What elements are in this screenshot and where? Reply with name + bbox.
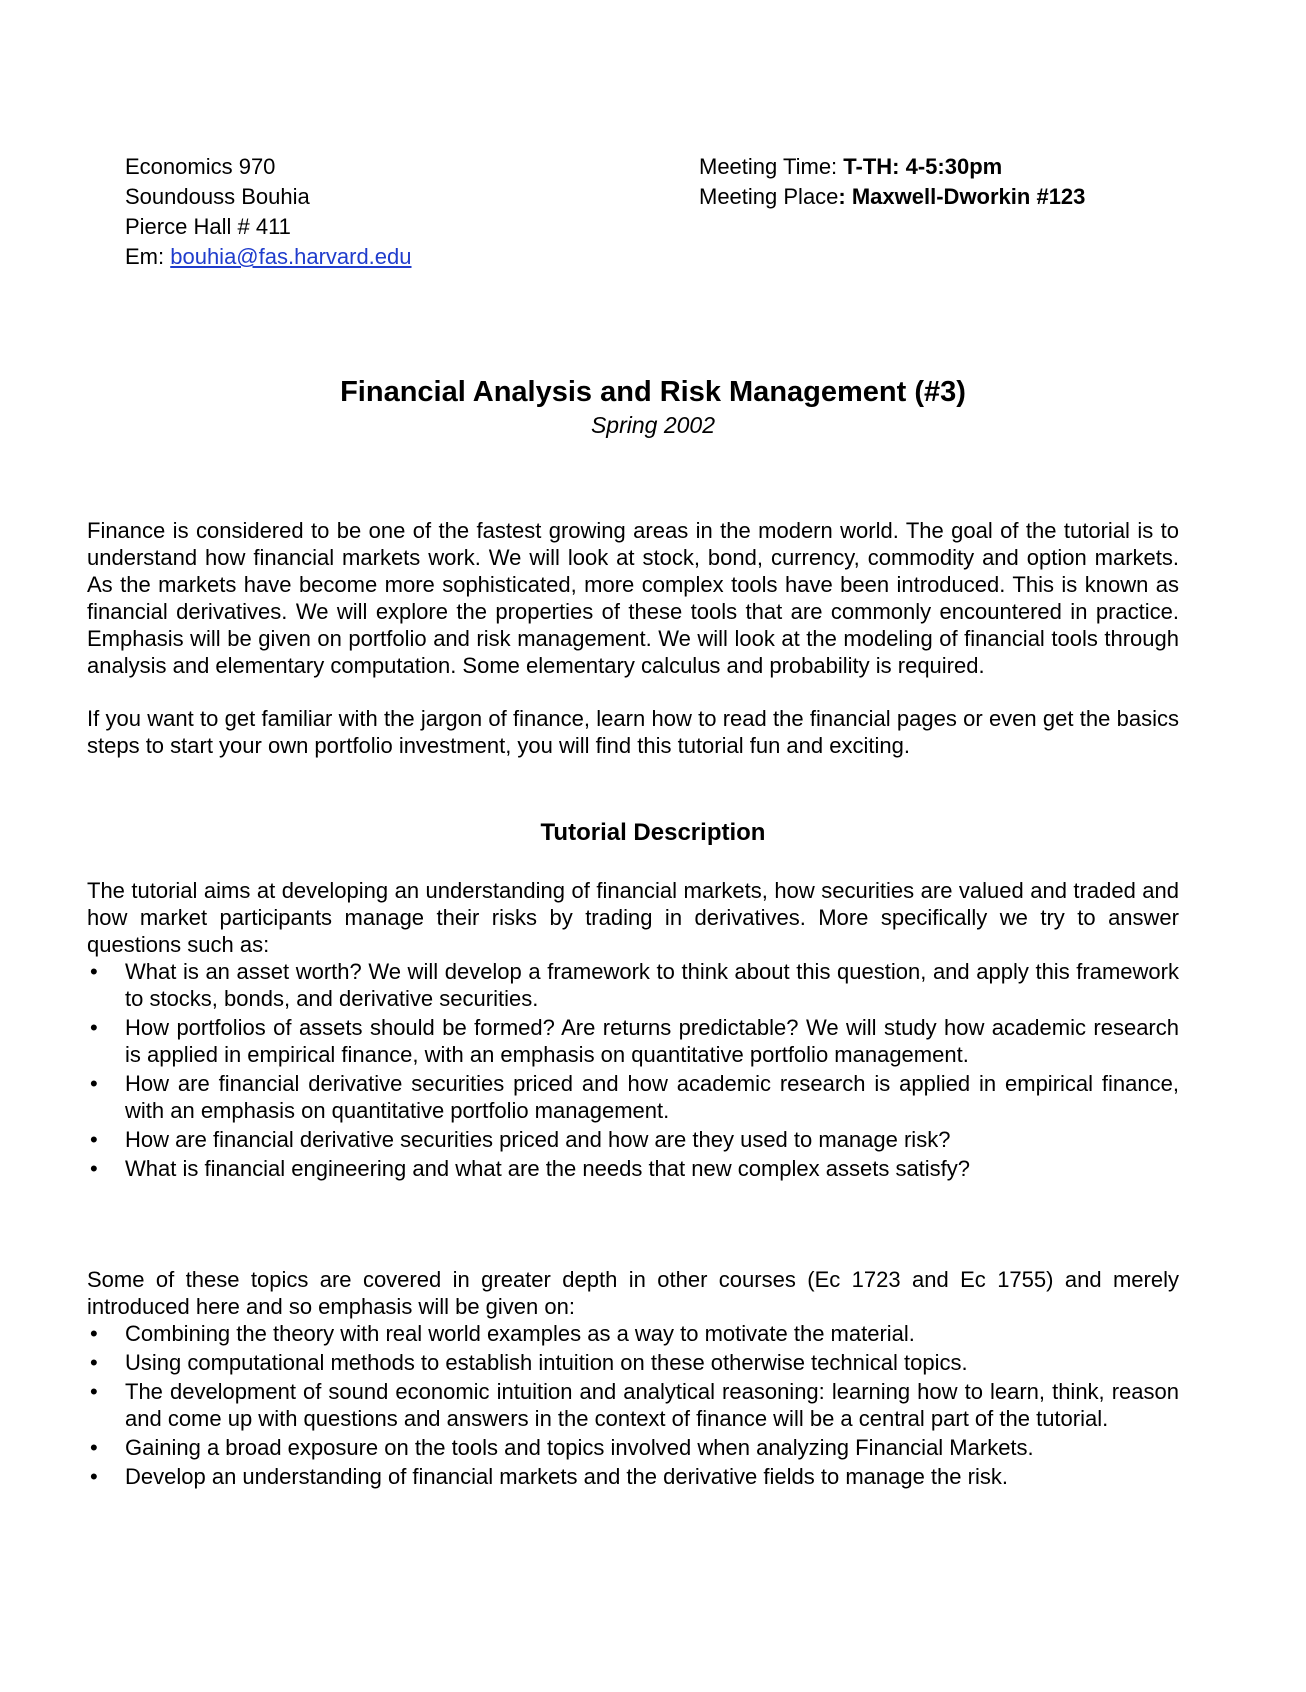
document-subtitle: Spring 2002 bbox=[590, 412, 716, 438]
meeting-time-label: Meeting Time: bbox=[699, 154, 844, 179]
section-heading: Tutorial Description bbox=[540, 819, 766, 846]
description-section bbox=[87, 877, 1179, 1184]
description-intro: The tutorial aims at developing an understanding of financial markets, how securities are valued and traded and how market participants manage their risks by trading in derivatives. More specifically we try to answer questions such as: bbox=[87, 878, 1179, 957]
intro-paragraph-2 bbox=[87, 705, 1179, 759]
paragraph-text: Finance is considered to be one of the fastest growing areas in the modern world. The goal of the tutorial is to understand how financial markets work. We will look at stock, bond, currency, commodity and option markets. As the markets have become more sophisticated, more complex tools have been introduced. This is known as financial derivatives. We will explore the properties of these tools that are commonly encountered in practice. Emphasis will be given on portfolio and risk management. We will look at the modeling of financial tools through analysis and elementary computation. Some elementary calculus and probability is required. bbox=[87, 518, 1179, 678]
list-item: • How portfolios of assets should be formed? Are returns predictable? We will study how academic research is applied in empirical finance, with an emphasis on quantitative portfolio management. bbox=[87, 1014, 1179, 1068]
paragraph-text: If you want to get familiar with the jargon of finance, learn how to read the financial pages or even get the basics steps to start your own portfolio investment, you will find this tutorial fun and exciting. bbox=[87, 706, 1179, 758]
course-info bbox=[125, 152, 412, 272]
list-item: • What is an asset worth? We will develop a framework to think about this question, and apply this framework to stocks, bonds, and derivative securities. bbox=[87, 958, 1179, 1012]
meeting-place bbox=[699, 182, 1085, 212]
list-item: • Gaining a broad exposure on the tools and topics involved when analyzing Financial Markets. bbox=[87, 1434, 1179, 1461]
list-item: • Using computational methods to establish intuition on these otherwise technical topics. bbox=[87, 1349, 1179, 1376]
office-location: Pierce Hall # 411 bbox=[125, 214, 291, 239]
instructor-name: Soundouss Bouhia bbox=[125, 184, 310, 209]
list-item: • Develop an understanding of financial markets and the derivative fields to manage the risk. bbox=[87, 1463, 1179, 1490]
meeting-time bbox=[699, 152, 1085, 182]
list-item: • How are financial derivative securities priced and how are they used to manage risk? bbox=[87, 1126, 1179, 1153]
email-label: Em: bbox=[125, 244, 171, 269]
list-item: • The development of sound economic intuition and analytical reasoning: learning how to learn, think, reason and come up with questions and answers in the context of finance will be a central part of the tutorial. bbox=[87, 1378, 1179, 1432]
question-list bbox=[87, 958, 1179, 1182]
email-line bbox=[125, 242, 412, 272]
list-item: • How are financial derivative securities priced and how academic research is applied in empirical finance, with an emphasis on quantitative portfolio management. bbox=[87, 1070, 1179, 1124]
intro-paragraph-1 bbox=[87, 517, 1179, 679]
meeting-place-value: : Maxwell-Dworkin #123 bbox=[838, 184, 1086, 209]
emphasis-section bbox=[87, 1266, 1179, 1492]
emphasis-list bbox=[87, 1320, 1179, 1490]
course-number: Economics 970 bbox=[125, 154, 276, 179]
list-item: • What is financial engineering and what are the needs that new complex assets satisfy? bbox=[87, 1155, 1179, 1182]
meeting-place-label: Meeting Place bbox=[699, 184, 839, 209]
document-title: Financial Analysis and Risk Management (#3) bbox=[340, 376, 966, 408]
list-item: • Combining the theory with real world examples as a way to motivate the material. bbox=[87, 1320, 1179, 1347]
email-link[interactable]: bouhia@fas.harvard.edu bbox=[170, 244, 412, 269]
emphasis-intro: Some of these topics are covered in greater depth in other courses (Ec 1723 and Ec 1755) and merely introduced here and so emphasis will be given on: bbox=[87, 1267, 1179, 1319]
meeting-time-value: T-TH: 4-5:30pm bbox=[843, 154, 1003, 179]
meeting-info bbox=[699, 152, 1085, 212]
